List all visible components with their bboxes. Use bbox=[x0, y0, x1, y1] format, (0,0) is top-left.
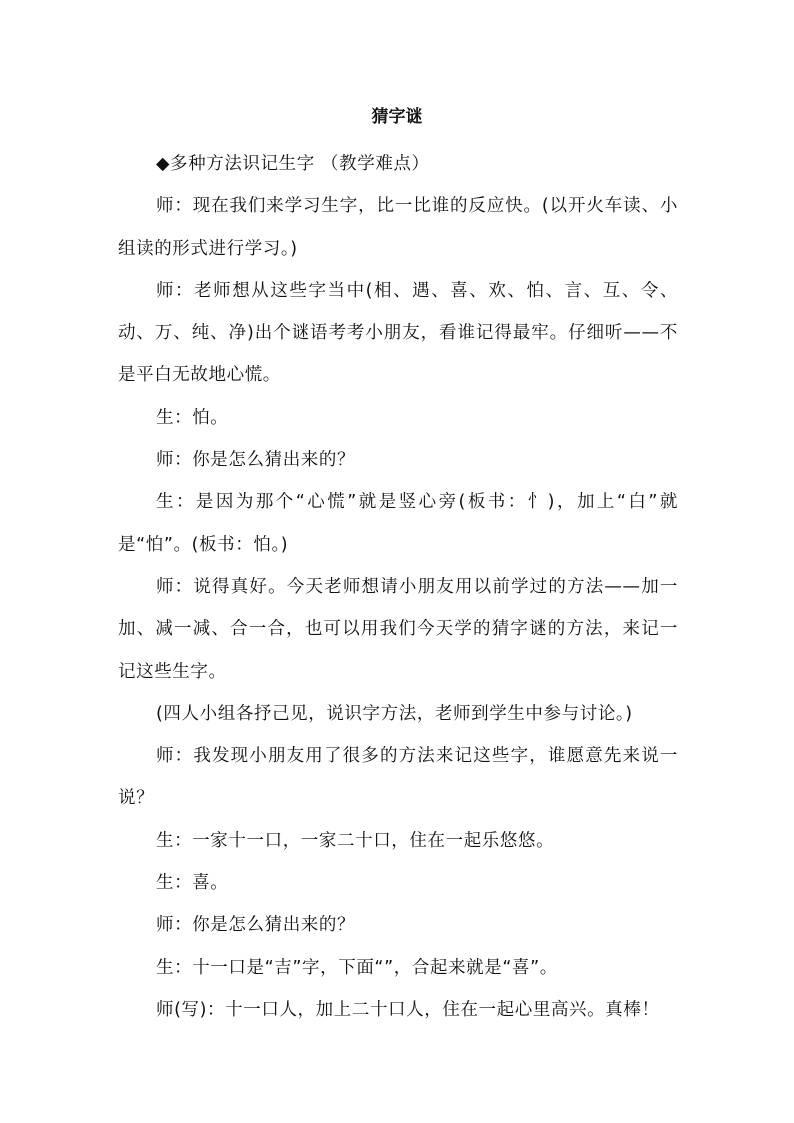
paragraph-heading-method: ◆多种方法识记生字 （教学难点） bbox=[156, 154, 430, 174]
document-body bbox=[118, 143, 678, 1031]
paragraph: 师：老师想从这些字当中(相、遇、喜、欢、怕、言、互、令、动、万、纯、净)出个谜语考考小朋友，看谁记得最牢。仔细听——不是平白无故地心慌。 bbox=[118, 280, 678, 386]
paragraph: (四人小组各抒己见，说识字方法，老师到学生中参与讨论。) bbox=[156, 703, 633, 724]
paragraph: 师：你是怎么猜出来的？ bbox=[156, 450, 356, 471]
paragraph: 生：一家十一口，一家二十口，住在一起乐悠悠。 bbox=[156, 830, 555, 851]
paragraph: 生：喜。 bbox=[156, 873, 229, 894]
paragraph: 师：现在我们来学习生字，比一比谁的反应快。(以开火车读、小组读的形式进行学习。) bbox=[118, 196, 678, 259]
paragraph: 师：说得真好。今天老师想请小朋友用以前学过的方法——加一加、减一减、合一合，也可以用我们今天学的猜字谜的方法，来记一记这些生字。 bbox=[118, 576, 678, 682]
paragraph: 师(写)：十一口人，加上二十口人，住在一起心里高兴。真棒！ bbox=[156, 999, 660, 1020]
paragraph: 师：我发现小朋友用了很多的方法来记这些字，谁愿意先来说一说？ bbox=[118, 746, 678, 809]
paragraph: 生：怕。 bbox=[156, 407, 229, 428]
paragraph: 师：你是怎么猜出来的？ bbox=[156, 915, 356, 936]
paragraph: 生：是因为那个“心慌”就是竖心旁(板书：忄)，加上“白”就是“怕”。(板书：怕。) bbox=[118, 492, 678, 555]
document-title: 猜字谜 bbox=[371, 107, 423, 127]
paragraph: 生：十一口是“吉”字，下面“”，合起来就是“喜”。 bbox=[156, 957, 558, 978]
